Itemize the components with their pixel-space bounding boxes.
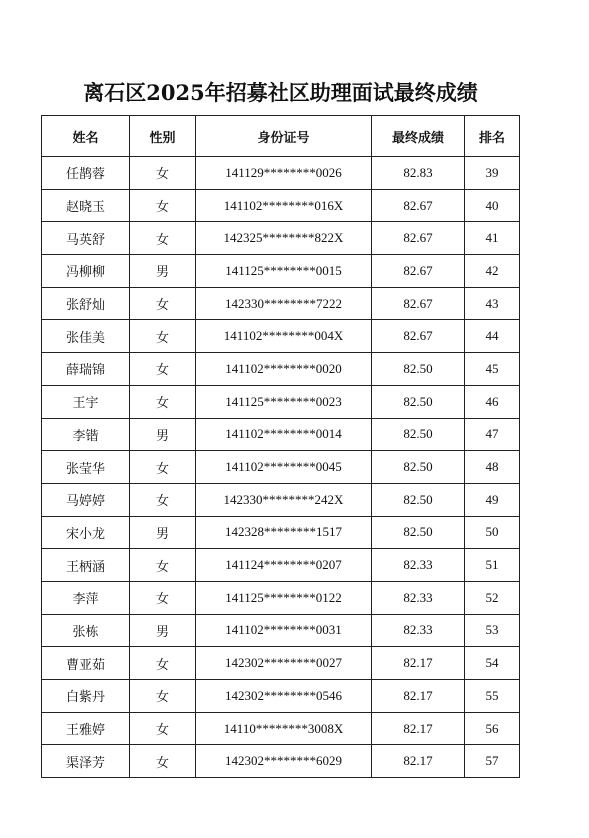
table-row <box>42 483 520 516</box>
cell-name: 曹亚茹 <box>42 647 130 680</box>
cell-gender: 女 <box>130 712 196 745</box>
cell-score: 82.67 <box>372 189 465 222</box>
cell-rank: 41 <box>465 222 520 255</box>
cell-score: 82.33 <box>372 581 465 614</box>
cell-score: 82.50 <box>372 451 465 484</box>
cell-score: 82.67 <box>372 222 465 255</box>
cell-score: 82.67 <box>372 287 465 320</box>
cell-id: 141102********0020 <box>196 353 372 386</box>
cell-id: 141102********0045 <box>196 451 372 484</box>
cell-gender: 女 <box>130 189 196 222</box>
cell-score: 82.50 <box>372 483 465 516</box>
cell-rank: 56 <box>465 712 520 745</box>
cell-rank: 46 <box>465 385 520 418</box>
cell-score: 82.17 <box>372 712 465 745</box>
score-table <box>41 115 520 778</box>
table-row <box>42 320 520 353</box>
table-row <box>42 549 520 582</box>
cell-name: 白紫丹 <box>42 680 130 713</box>
cell-score: 82.50 <box>372 516 465 549</box>
cell-score: 82.83 <box>372 157 465 190</box>
cell-name: 宋小龙 <box>42 516 130 549</box>
table-row <box>42 516 520 549</box>
table-row <box>42 680 520 713</box>
table-row <box>42 614 520 647</box>
cell-name: 任鹊蓉 <box>42 157 130 190</box>
cell-rank: 39 <box>465 157 520 190</box>
cell-name: 张栋 <box>42 614 130 647</box>
cell-id: 14110********3008X <box>196 712 372 745</box>
table-row <box>42 255 520 288</box>
header-name: 姓名 <box>42 116 130 157</box>
cell-rank: 42 <box>465 255 520 288</box>
header-gender: 性别 <box>130 116 196 157</box>
table-row <box>42 287 520 320</box>
cell-score: 82.50 <box>372 418 465 451</box>
cell-id: 141102********0014 <box>196 418 372 451</box>
cell-gender: 女 <box>130 647 196 680</box>
cell-id: 142325********822X <box>196 222 372 255</box>
cell-score: 82.33 <box>372 549 465 582</box>
table-row <box>42 745 520 778</box>
cell-gender: 女 <box>130 745 196 778</box>
cell-id: 142302********0546 <box>196 680 372 713</box>
cell-rank: 45 <box>465 353 520 386</box>
cell-name: 李萍 <box>42 581 130 614</box>
cell-score: 82.17 <box>372 647 465 680</box>
cell-gender: 女 <box>130 287 196 320</box>
cell-rank: 54 <box>465 647 520 680</box>
cell-score: 82.17 <box>372 680 465 713</box>
cell-rank: 40 <box>465 189 520 222</box>
cell-name: 张舒灿 <box>42 287 130 320</box>
header-rank: 排名 <box>465 116 520 157</box>
cell-rank: 47 <box>465 418 520 451</box>
cell-name: 张莹华 <box>42 451 130 484</box>
cell-name: 张佳美 <box>42 320 130 353</box>
cell-gender: 女 <box>130 320 196 353</box>
cell-id: 141102********0031 <box>196 614 372 647</box>
cell-rank: 53 <box>465 614 520 647</box>
cell-name: 王宇 <box>42 385 130 418</box>
cell-rank: 57 <box>465 745 520 778</box>
cell-name: 王柄涵 <box>42 549 130 582</box>
cell-gender: 女 <box>130 222 196 255</box>
header-score: 最终成绩 <box>372 116 465 157</box>
table-row <box>42 647 520 680</box>
header-id: 身份证号 <box>196 116 372 157</box>
cell-name: 马英舒 <box>42 222 130 255</box>
cell-id: 141102********004X <box>196 320 372 353</box>
cell-rank: 50 <box>465 516 520 549</box>
cell-name: 马婷婷 <box>42 483 130 516</box>
cell-score: 82.50 <box>372 353 465 386</box>
cell-gender: 女 <box>130 581 196 614</box>
cell-name: 赵晓玉 <box>42 189 130 222</box>
cell-rank: 51 <box>465 549 520 582</box>
table-row <box>42 418 520 451</box>
cell-id: 142302********0027 <box>196 647 372 680</box>
table-row <box>42 712 520 745</box>
cell-rank: 49 <box>465 483 520 516</box>
cell-name: 渠泽芳 <box>42 745 130 778</box>
table-row <box>42 189 520 222</box>
cell-rank: 43 <box>465 287 520 320</box>
page-title: 离石区2025年招募社区助理面试最终成绩 <box>83 80 478 105</box>
cell-gender: 男 <box>130 418 196 451</box>
cell-score: 82.67 <box>372 255 465 288</box>
cell-score: 82.50 <box>372 385 465 418</box>
cell-id: 142330********7222 <box>196 287 372 320</box>
cell-name: 薛瑞锦 <box>42 353 130 386</box>
cell-rank: 48 <box>465 451 520 484</box>
cell-score: 82.33 <box>372 614 465 647</box>
table-row <box>42 581 520 614</box>
cell-id: 141125********0015 <box>196 255 372 288</box>
cell-id: 141129********0026 <box>196 157 372 190</box>
cell-gender: 男 <box>130 614 196 647</box>
cell-score: 82.67 <box>372 320 465 353</box>
cell-rank: 55 <box>465 680 520 713</box>
table-header-row <box>42 116 520 157</box>
table-row <box>42 353 520 386</box>
cell-id: 141125********0122 <box>196 581 372 614</box>
cell-gender: 女 <box>130 385 196 418</box>
cell-id: 141125********0023 <box>196 385 372 418</box>
cell-id: 141124********0207 <box>196 549 372 582</box>
cell-gender: 女 <box>130 483 196 516</box>
cell-gender: 女 <box>130 549 196 582</box>
cell-gender: 女 <box>130 680 196 713</box>
cell-id: 142330********242X <box>196 483 372 516</box>
cell-name: 王雅婷 <box>42 712 130 745</box>
cell-name: 冯柳柳 <box>42 255 130 288</box>
table-row <box>42 451 520 484</box>
cell-score: 82.17 <box>372 745 465 778</box>
table-row <box>42 385 520 418</box>
cell-gender: 女 <box>130 353 196 386</box>
cell-gender: 女 <box>130 157 196 190</box>
cell-id: 141102********016X <box>196 189 372 222</box>
cell-rank: 44 <box>465 320 520 353</box>
table-row <box>42 222 520 255</box>
cell-id: 142328********1517 <box>196 516 372 549</box>
cell-gender: 男 <box>130 516 196 549</box>
cell-gender: 女 <box>130 451 196 484</box>
cell-id: 142302********6029 <box>196 745 372 778</box>
cell-gender: 男 <box>130 255 196 288</box>
table-row <box>42 157 520 190</box>
cell-name: 李锴 <box>42 418 130 451</box>
cell-rank: 52 <box>465 581 520 614</box>
